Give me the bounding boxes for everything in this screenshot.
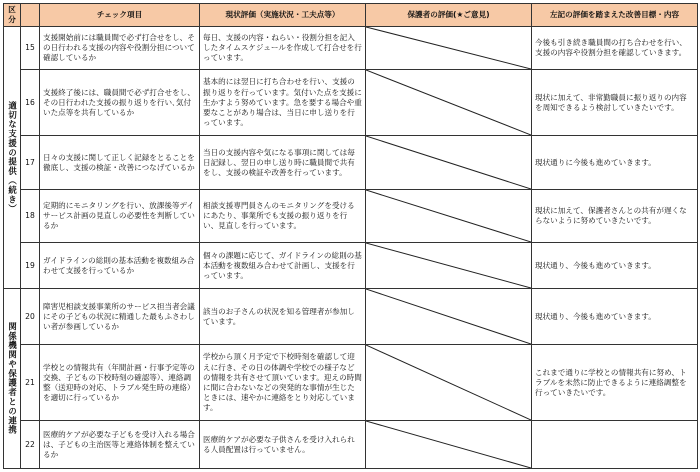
table-row	[4, 421, 698, 469]
status-text: 該当のお子さんの状況を知る管理者が参加しています。	[200, 289, 366, 345]
header-category: 区分	[4, 4, 21, 27]
diagonal-strike	[366, 289, 531, 344]
row-number: 20	[21, 289, 40, 345]
row-number: 21	[21, 345, 40, 421]
parent-evaluation-cell	[366, 27, 532, 70]
parent-evaluation-cell	[366, 289, 532, 345]
improvement-goal-text: 今後も引き続き職員間の打ち合わせを行い、支援の内容や役割分担を確認していきます。	[532, 27, 698, 70]
improvement-goal-text: 現状通り、今後も進めていきます。	[532, 243, 698, 289]
status-text: 医療的ケアが必要な子供さんを受け入れられる人員配置は行っていません。	[200, 421, 366, 469]
row-number: 18	[21, 190, 40, 243]
status-text: 基本的には翌日に打ち合わせを行い、支援の振り返りを行っています。気付いた点を支援に生かすよう努めています。急を要する場合や重要なことがあり場合は、当日に申し送りを行っています。	[200, 70, 366, 136]
status-text: 個々の課題に応じて、ガイドラインの総則の基本活動を複数組み合わせて計画し、支援を行っています。	[200, 243, 366, 289]
row-number: 22	[21, 421, 40, 469]
header-number	[21, 4, 40, 27]
diagonal-strike	[366, 421, 531, 468]
table-row	[4, 136, 698, 190]
row-number: 17	[21, 136, 40, 190]
header-parent-evaluation: 保護者の評価(★ご意見)	[366, 4, 532, 27]
category-label: 関係機関や保護者との連携	[7, 322, 18, 435]
improvement-goal-text	[532, 421, 698, 469]
status-text: 当日の支援内容や気になる事項に関しては毎日記録し、翌日の申し送り時に職員間で共有をし、支援の検証や改善を行っています。	[200, 136, 366, 190]
diagonal-strike	[366, 345, 531, 420]
evaluation-table	[3, 3, 698, 469]
check-item-text: 障害児相談支援事業所のサービス担当者会議にその子どもの状況に精通した最もふさわしい者が参画しているか	[40, 289, 200, 345]
parent-evaluation-cell	[366, 70, 532, 136]
header-row	[4, 4, 698, 27]
status-text: 学校から頂く月予定で下校時刻を確認して迎えに行き、その日の体調や学校での様子などの情報を共有させて頂いています。迎えの時間に間に合わないなどの突発的な事情が生じたときには、速やかに連絡をとり対応しています。	[200, 345, 366, 421]
row-number: 15	[21, 27, 40, 70]
parent-evaluation-cell	[366, 421, 532, 469]
improvement-goal-text: 現状通り、今後も進めていきます。	[532, 289, 698, 345]
header-check-item: チェック項目	[40, 4, 200, 27]
header-improvement-goal: 左記の評価を踏まえた改善目標・内容	[532, 4, 698, 27]
status-text: 毎日、支援の内容・ねらい・役割分担を記入したタイムスケジュールを作成して打合せを行っています。	[200, 27, 366, 70]
category-cell-appropriate-support	[4, 27, 21, 289]
parent-evaluation-cell	[366, 136, 532, 190]
parent-evaluation-cell	[366, 190, 532, 243]
improvement-goal-text: 現状通りに今後も進めていきます。	[532, 136, 698, 190]
check-item-text: 学校との情報共有（年間計画・行事予定等の交換、子どもの下校時刻の確認等）、連絡調整（送迎時の対応、トラブル発生時の連絡）を適切に行っているか	[40, 345, 200, 421]
diagonal-strike	[366, 243, 531, 288]
parent-evaluation-cell	[366, 243, 532, 289]
diagonal-strike	[366, 70, 531, 135]
check-item-text: 日々の支援に関して正しく記録をとることを徹底し、支援の検証・改善につなげているか	[40, 136, 200, 190]
check-item-text: 医療的ケアが必要な子どもを受け入れる場合は、子どもの主治医等と連絡体制を整えているか	[40, 421, 200, 469]
header-status: 現状評価（実施状況・工夫点等）	[200, 4, 366, 27]
improvement-goal-text: これまで通りに学校との情報共有に努め、トラブルを未然に防止できるように連絡調整を行っていきたいです。	[532, 345, 698, 421]
check-item-text: 支援終了後には、職員間で必ず打合せをし、その日行われた支援の振り返りを行い､気付いた点等を共有しているか	[40, 70, 200, 136]
diagonal-strike	[366, 190, 531, 242]
table-row	[4, 70, 698, 136]
row-number: 16	[21, 70, 40, 136]
diagonal-strike	[366, 136, 531, 189]
check-item-text: 定期的にモニタリングを行い、放課後等デイサービス計画の見直しの必要性を判断しているか	[40, 190, 200, 243]
improvement-goal-text: 現状に加えて、非常勤職員に振り返りの内容を周知できるよう検討していきたいです。	[532, 70, 698, 136]
check-item-text: ガイドラインの総則の基本活動を複数組み合わせて支援を行っているか	[40, 243, 200, 289]
parent-evaluation-cell	[366, 345, 532, 421]
category-label: 適切な支援の提供（続き）	[7, 101, 18, 214]
improvement-goal-text: 現状に加えて、保護者さんとの共有が遅くならないように努めていきたいです。	[532, 190, 698, 243]
row-number: 19	[21, 243, 40, 289]
table-row	[4, 27, 698, 70]
table-row	[4, 289, 698, 345]
check-item-text: 支援開始前には職員間で必ず打合せをし、その日行われる支援の内容や役割分担について確認しているか	[40, 27, 200, 70]
category-cell-cooperation	[4, 289, 21, 469]
table-row	[4, 190, 698, 243]
table-row	[4, 345, 698, 421]
diagonal-strike	[366, 27, 531, 69]
status-text: 相談支援専門員さんのモニタリングを受けるにあたり、事業所でも支援の振り返りを行い、見直しを行っています。	[200, 190, 366, 243]
table-row	[4, 243, 698, 289]
